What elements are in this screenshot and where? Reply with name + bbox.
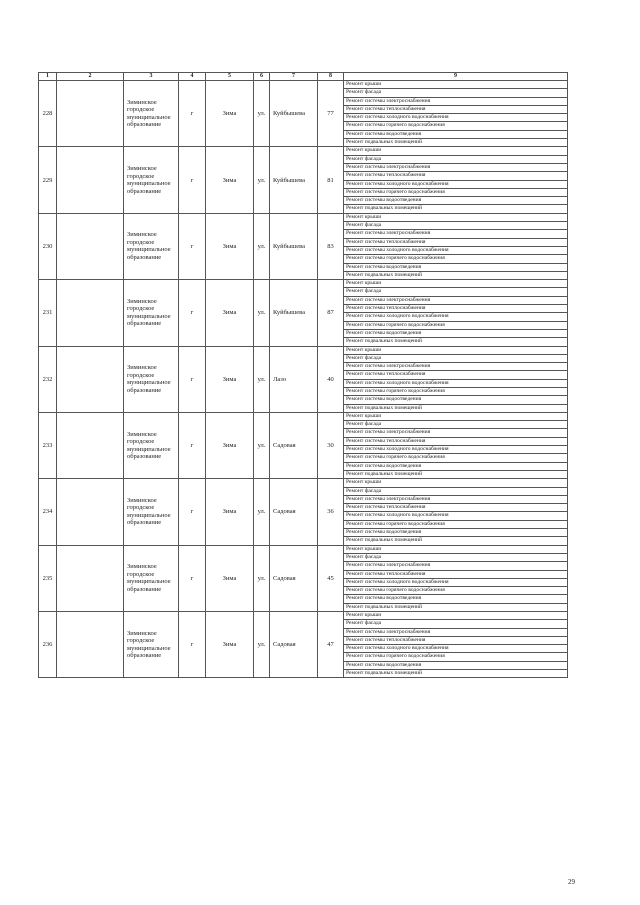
empty-cell [57,147,124,213]
work-item: Ремонт системы теплоснабжения [344,637,567,645]
work-item: Ремонт системы теплоснабжения [344,504,567,512]
street-type: ул. [254,81,270,147]
house-number: 47 [318,612,344,678]
municipality-name: Зиминское городское муниципальное образование [124,280,179,346]
street-type: ул. [254,346,270,412]
works-list [344,81,568,147]
street-type: ул. [254,147,270,213]
work-item: Ремонт системы водоотведения [344,529,567,537]
table-row [39,479,568,545]
column-header: 7 [270,73,318,81]
work-item: Ремонт подвальных помещений [346,670,423,677]
street-name: Куйбышева [270,280,318,346]
work-item: Ремонт крыши [344,413,567,421]
column-header: 1 [39,73,57,81]
work-item: Ремонт системы теплоснабжения [344,239,567,247]
municipality-name: Зиминское городское муниципальное образование [124,479,179,545]
street-name: Лазо [270,346,318,412]
work-item: Ремонт системы холодного водоснабжения [344,380,567,388]
work-item: Ремонт системы холодного водоснабжения [344,247,567,255]
work-item: Ремонт системы холодного водоснабжения [344,313,567,321]
row-number: 230 [39,213,57,279]
empty-cell [57,612,124,678]
empty-cell [57,213,124,279]
house-number: 40 [318,346,344,412]
street-name: Садовая [270,479,318,545]
city-name: Зима [206,479,254,545]
work-item: Ремонт системы горячего водоснабжения [344,388,567,396]
work-item: Ремонт фасада [344,355,567,363]
works-list [344,213,568,279]
work-item: Ремонт подвальных помещений [346,404,423,411]
empty-cell [57,280,124,346]
house-number: 77 [318,81,344,147]
works-list [344,412,568,478]
work-item: Ремонт крыши [344,214,567,222]
column-header: 5 [206,73,254,81]
house-number: 83 [318,213,344,279]
settlement-type: г [179,280,206,346]
work-item: Ремонт системы теплоснабжения [344,172,567,180]
municipality-name: Зиминское городское муниципальное образование [124,612,179,678]
settlement-type: г [179,479,206,545]
work-item: Ремонт фасада [344,620,567,628]
work-item: Ремонт крыши [344,546,567,554]
work-item: Ремонт подвальных помещений [346,271,423,278]
work-item: Ремонт крыши [344,280,567,288]
street-name: Садовая [270,412,318,478]
table-row [39,412,568,478]
column-header: 2 [57,73,124,81]
work-item: Ремонт системы теплоснабжения [344,438,567,446]
work-item: Ремонт системы холодного водоснабжения [344,446,567,454]
settlement-type: г [179,412,206,478]
city-name: Зима [206,280,254,346]
column-header: 6 [254,73,270,81]
street-name: Куйбышева [270,81,318,147]
work-item: Ремонт системы теплоснабжения [344,371,567,379]
empty-cell [57,479,124,545]
work-item: Ремонт системы горячего водоснабжения [344,587,567,595]
municipality-name: Зиминское городское муниципальное образование [124,545,179,611]
work-item: Ремонт фасада [344,89,567,97]
column-header: 8 [318,73,344,81]
street-type: ул. [254,412,270,478]
work-item: Ремонт подвальных помещений [346,205,423,212]
work-item: Ремонт системы водоотведения [344,197,567,205]
work-item: Ремонт фасада [344,156,567,164]
work-item: Ремонт крыши [344,147,567,155]
street-type: ул. [254,479,270,545]
works-list [344,147,568,213]
work-item: Ремонт системы электроснабжения [344,297,567,305]
work-item: Ремонт системы горячего водоснабжения [344,454,567,462]
work-item: Ремонт системы электроснабжения [344,164,567,172]
city-name: Зима [206,81,254,147]
work-item: Ремонт фасада [344,488,567,496]
city-name: Зима [206,147,254,213]
empty-cell [57,81,124,147]
row-number: 233 [39,412,57,478]
column-header: 9 [344,73,568,81]
settlement-type: г [179,213,206,279]
municipality-name: Зиминское городское муниципальное образование [124,81,179,147]
work-item: Ремонт системы теплоснабжения [344,305,567,313]
street-name: Куйбышева [270,213,318,279]
city-name: Зима [206,412,254,478]
city-name: Зима [206,346,254,412]
work-item: Ремонт системы водоотведения [344,595,567,603]
work-item: Ремонт системы водоотведения [344,131,567,139]
municipality-name: Зиминское городское муниципальное образование [124,412,179,478]
street-type: ул. [254,612,270,678]
column-header: 3 [124,73,179,81]
work-item: Ремонт системы электроснабжения [344,363,567,371]
work-item: Ремонт системы горячего водоснабжения [344,322,567,330]
city-name: Зима [206,213,254,279]
row-number: 234 [39,479,57,545]
work-item: Ремонт системы электроснабжения [344,230,567,238]
work-item: Ремонт системы горячего водоснабжения [344,122,567,130]
work-item: Ремонт системы теплоснабжения [344,106,567,114]
table-row [39,213,568,279]
work-item: Ремонт системы горячего водоснабжения [344,521,567,529]
row-number: 229 [39,147,57,213]
work-item: Ремонт системы холодного водоснабжения [344,114,567,122]
column-header: 4 [179,73,206,81]
work-item: Ремонт системы водоотведения [344,330,567,338]
work-item: Ремонт системы холодного водоснабжения [344,645,567,653]
work-item: Ремонт системы горячего водоснабжения [344,653,567,661]
works-list [344,545,568,611]
works-list [344,479,568,545]
street-name: Садовая [270,545,318,611]
work-item: Ремонт фасада [344,421,567,429]
work-item: Ремонт системы водоотведения [344,463,567,471]
work-item: Ремонт крыши [344,612,567,620]
work-item: Ремонт системы горячего водоснабжения [344,189,567,197]
table-row [39,346,568,412]
municipality-name: Зиминское городское муниципальное образование [124,147,179,213]
house-number: 30 [318,412,344,478]
municipality-name: Зиминское городское муниципальное образование [124,346,179,412]
street-name: Садовая [270,612,318,678]
street-type: ул. [254,545,270,611]
work-item: Ремонт крыши [344,479,567,487]
work-item: Ремонт фасада [344,554,567,562]
work-item: Ремонт системы электроснабжения [344,429,567,437]
empty-cell [57,412,124,478]
header-row [39,73,568,81]
work-item: Ремонт системы электроснабжения [344,629,567,637]
work-item: Ремонт подвальных помещений [346,537,423,544]
table-header [39,73,568,81]
settlement-type: г [179,147,206,213]
work-item: Ремонт системы холодного водоснабжения [344,181,567,189]
work-item: Ремонт системы теплоснабжения [344,571,567,579]
works-list [344,280,568,346]
works-list [344,612,568,678]
work-item: Ремонт системы горячего водоснабжения [344,255,567,263]
table-row [39,280,568,346]
work-item: Ремонт подвальных помещений [346,470,423,477]
work-item: Ремонт подвальных помещений [346,338,423,345]
table-row [39,612,568,678]
work-item: Ремонт системы электроснабжения [344,496,567,504]
work-item: Ремонт системы водоотведения [344,662,567,670]
street-type: ул. [254,280,270,346]
housing-repair-table [38,72,568,678]
street-type: ул. [254,213,270,279]
settlement-type: г [179,612,206,678]
work-item: Ремонт системы водоотведения [344,396,567,404]
city-name: Зима [206,612,254,678]
house-number: 81 [318,147,344,213]
work-item: Ремонт крыши [344,347,567,355]
street-name: Куйбышева [270,147,318,213]
table-body [39,81,568,678]
work-item: Ремонт системы холодного водоснабжения [344,579,567,587]
table-row [39,81,568,147]
work-item: Ремонт системы водоотведения [344,264,567,272]
work-item: Ремонт системы электроснабжения [344,98,567,106]
settlement-type: г [179,81,206,147]
municipality-name: Зиминское городское муниципальное образование [124,213,179,279]
work-item: Ремонт системы холодного водоснабжения [344,512,567,520]
empty-cell [57,545,124,611]
row-number: 232 [39,346,57,412]
work-item: Ремонт подвальных помещений [346,139,423,146]
row-number: 235 [39,545,57,611]
house-number: 45 [318,545,344,611]
work-item: Ремонт фасада [344,222,567,230]
work-item: Ремонт фасада [344,288,567,296]
house-number: 87 [318,280,344,346]
page-number: 29 [568,878,575,886]
house-number: 36 [318,479,344,545]
empty-cell [57,346,124,412]
city-name: Зима [206,545,254,611]
settlement-type: г [179,346,206,412]
table-row [39,147,568,213]
row-number: 228 [39,81,57,147]
work-item: Ремонт системы электроснабжения [344,562,567,570]
row-number: 236 [39,612,57,678]
works-list [344,346,568,412]
work-item: Ремонт подвальных помещений [346,603,423,610]
row-number: 231 [39,280,57,346]
settlement-type: г [179,545,206,611]
work-item: Ремонт крыши [344,81,567,89]
table-row [39,545,568,611]
